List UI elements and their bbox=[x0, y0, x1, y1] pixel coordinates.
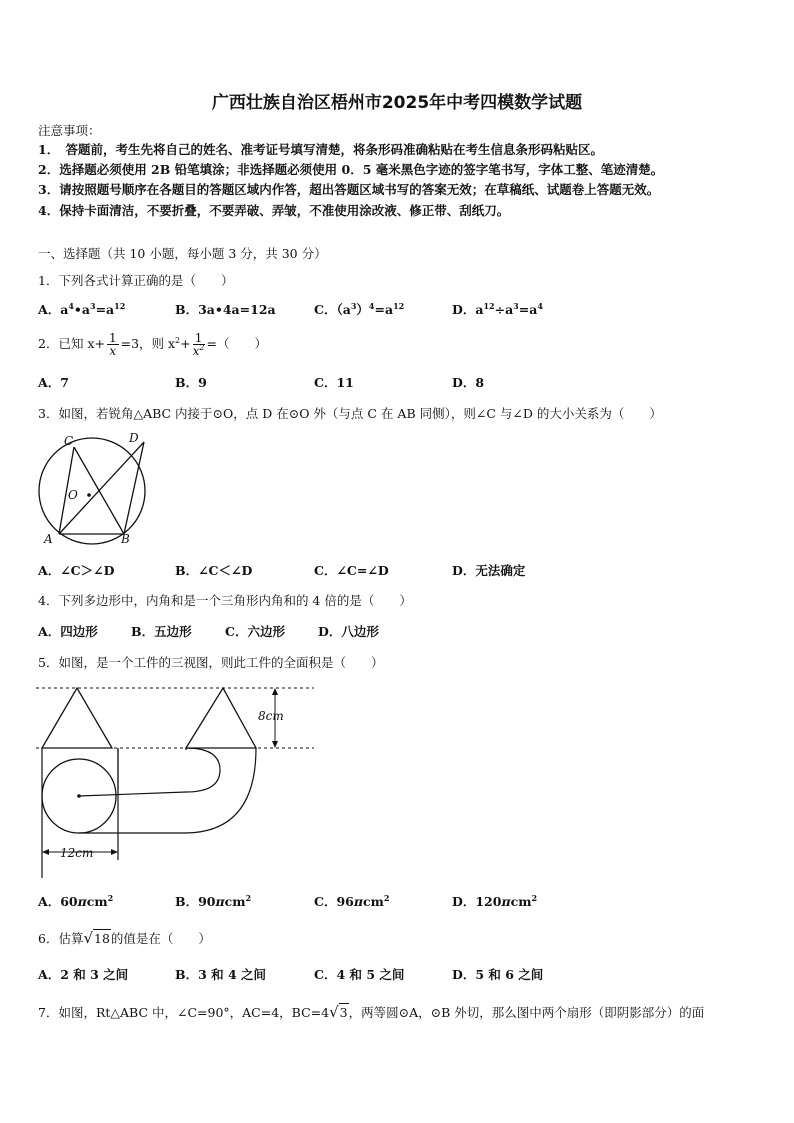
radicand-3: 3 bbox=[339, 1005, 348, 1020]
fraction-1-over-x: $\frac{1}{x}$ bbox=[108, 331, 117, 358]
notice-item-2: 2．选择题必须使用 2B 铅笔填涂；非选择题必须使用 0．5 毫米黑色字迹的签字笔书写，字体工整、笔迹清楚。 bbox=[38, 162, 664, 177]
page-title: 广西壮族自治区梧州市2025年中考四模数学试题 bbox=[211, 93, 583, 113]
question-4-option-a: A．四边形 bbox=[38, 624, 98, 639]
question-1-stem: 1．下列各式计算正确的是（ ） bbox=[38, 273, 234, 288]
section-heading: 一、选择题（共 10 小题，每小题 3 分，共 30 分） bbox=[38, 246, 327, 261]
question-3-option-d: D．无法确定 bbox=[452, 563, 526, 578]
radicand-18: 18 bbox=[94, 931, 110, 946]
question-5-option-c: C．96πcm$^2$ bbox=[314, 893, 390, 909]
question-4-option-b: B．五边形 bbox=[131, 624, 192, 639]
question-6-option-d: D．5 和 6 之间 bbox=[452, 967, 544, 982]
question-3-stem: 3．如图，若锐角△ABC 内接于⊙O，点 D 在⊙O 外（与点 C 在 AB 同侧），则∠C 与∠D 的大小关系为（ ） bbox=[38, 406, 662, 421]
width-label: 12cm bbox=[60, 846, 94, 860]
label-o: O bbox=[68, 488, 78, 502]
question-1-option-d: D．$a^{12}\div a^3=a^4$ bbox=[452, 301, 543, 317]
question-4-option-d: D．八边形 bbox=[318, 624, 379, 639]
question-1-option-c: C．$(a^3)^4=a^{12}$ bbox=[314, 301, 405, 317]
question-5-option-b: B．90πcm$^2$ bbox=[175, 893, 252, 909]
question-3-option-c: C．∠C=∠D bbox=[314, 563, 389, 578]
question-6-option-a: A．2 和 3 之间 bbox=[38, 967, 129, 982]
notice-heading: 注意事项： bbox=[38, 123, 101, 138]
label-d: D bbox=[129, 431, 139, 445]
question-4-stem: 4．下列多边形中，内角和是一个三角形内角和的 4 倍的是（ ） bbox=[38, 593, 412, 608]
question-3-option-b: B．∠C＜∠D bbox=[175, 563, 253, 578]
label-a: A bbox=[44, 532, 53, 546]
question-5-stem: 5．如图，是一个工件的三视图，则此工件的全面积是（ ） bbox=[38, 655, 384, 670]
notice-item-1: 1． 答题前，考生先将自己的姓名、准考证号填写清楚，将条形码准确粘贴在考生信息条形码粘贴区。 bbox=[38, 142, 603, 157]
question-2-option-d: D．8 bbox=[452, 375, 485, 390]
question-3-option-a: A．∠C＞∠D bbox=[38, 563, 115, 578]
label-c: C bbox=[64, 434, 74, 448]
label-b: B bbox=[121, 532, 130, 546]
height-label: 8cm bbox=[258, 709, 284, 723]
question-2-stem: 2．已知 x+ $\frac{1}{x}$ =3，则 $x^2+$ $\frac{1}{x^2}$ =（ ） bbox=[38, 331, 267, 358]
question-5-option-a: A．60πcm$^2$ bbox=[38, 893, 114, 909]
question-3-figure bbox=[34, 430, 154, 550]
question-6-option-c: C．4 和 5 之间 bbox=[314, 967, 405, 982]
question-1-option-b: B．3a•4a=12a bbox=[175, 302, 276, 317]
question-5-option-d: D．120πcm$^2$ bbox=[452, 893, 538, 909]
question-1-option-a: A．$a^4•a^3=a^{12}$ bbox=[38, 301, 126, 317]
question-2-option-b: B．9 bbox=[175, 375, 207, 390]
fraction-1-over-x-squared: $\frac{1}{x^2}$ bbox=[192, 331, 205, 358]
question-6-stem: 6．估算√18的值是在（ ） bbox=[38, 929, 211, 947]
question-2-option-a: A．7 bbox=[38, 375, 69, 390]
question-4-option-c: C．六边形 bbox=[225, 624, 285, 639]
question-6-option-b: B．3 和 4 之间 bbox=[175, 967, 267, 982]
question-5-figure bbox=[34, 680, 324, 880]
notice-item-4: 4．保持卡面清洁，不要折叠，不要弄破、弄皱，不准使用涂改液、修正带、刮纸刀。 bbox=[38, 203, 510, 218]
question-2-option-c: C．11 bbox=[314, 375, 354, 390]
question-7-stem: 7．如图，Rt△ABC 中，∠C=90°，AC=4，BC=4√3，两等圆⊙A，⊙B 外切，那么图中两个扇形（即阴影部分）的面 bbox=[38, 1003, 705, 1021]
notice-item-3: 3．请按照题号顺序在各题目的答题区域内作答，超出答题区域书写的答案无效；在草稿纸、试题卷上答题无效。 bbox=[38, 182, 660, 197]
